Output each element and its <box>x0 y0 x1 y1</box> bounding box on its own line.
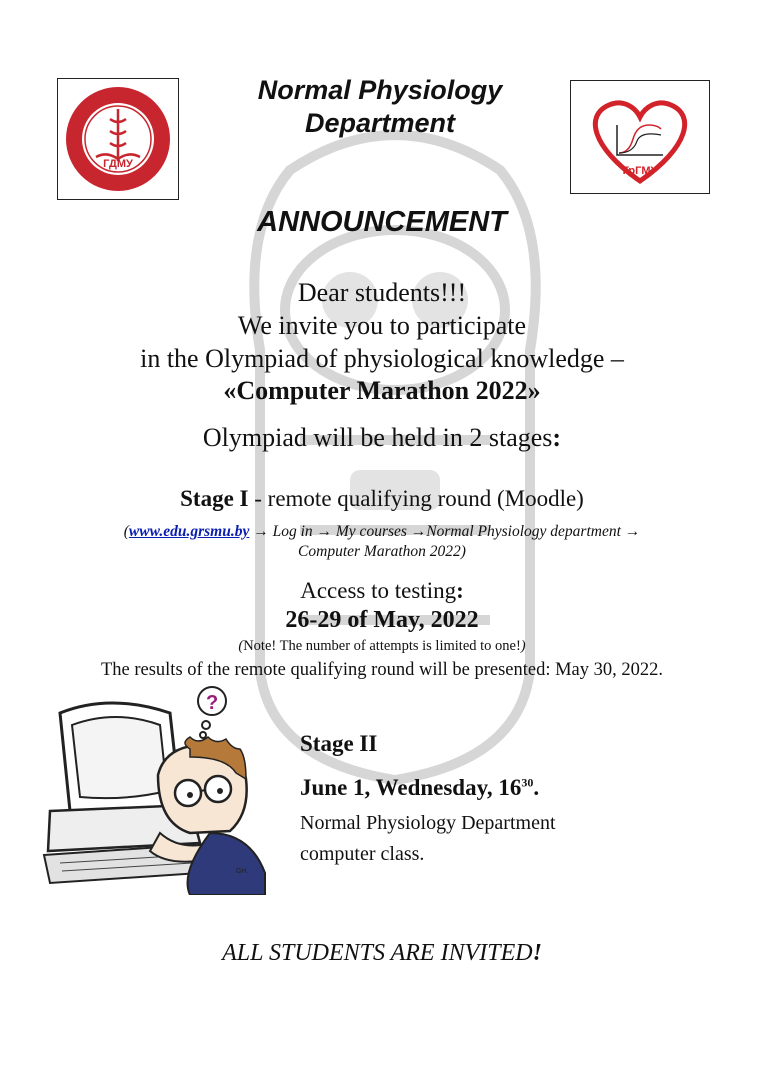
invite-line2: in the Olympiad of physiological knowledge – <box>140 344 624 373</box>
stage1-path-line1 <box>0 522 764 542</box>
university-logo-abbr: ГДМУ <box>103 158 133 170</box>
department-logo-abbr: ГрГМУ <box>622 165 658 177</box>
university-logo <box>57 78 179 200</box>
stage2-title: Stage II <box>300 731 378 756</box>
stage1-heading <box>0 486 764 512</box>
stage1-title: Stage I <box>180 486 249 511</box>
path-rest: → Log in → My courses →Normal Physiology department → <box>249 523 641 540</box>
stage2-time-sup: 30 <box>521 775 534 790</box>
moodle-link[interactable]: www.edu.grsmu.by <box>128 523 250 540</box>
stage2-date-end: . <box>533 775 540 800</box>
stage1-path-line2: Computer Marathon 2022) <box>298 543 466 560</box>
stage2-location-line2: computer class. <box>300 843 425 865</box>
access-label <box>0 578 764 604</box>
attempts-note <box>0 638 764 655</box>
thinking-student-illustration <box>40 683 270 895</box>
access-dates: 26-29 of May, 2022 <box>285 607 479 633</box>
stage2-date-text: June 1, Wednesday, 16 <box>300 775 522 800</box>
access-label-text: Access to testing <box>300 578 457 603</box>
note-open: ( <box>238 638 244 654</box>
results-line: The results of the remote qualifying round will be presented: May 30, 2022. <box>100 660 664 680</box>
department-title-line2: Department <box>304 108 456 138</box>
question-mark: ? <box>206 692 219 714</box>
stages-text <box>0 423 764 453</box>
note-text: Note! The number of attempts is limited to one! <box>243 638 521 654</box>
path-open-paren: ( <box>123 523 129 540</box>
footer-exclaim: ! <box>532 940 542 966</box>
department-title-line1: Normal Physiology <box>257 75 503 105</box>
event-name: «Computer Marathon 2022» <box>223 376 541 405</box>
stages-colon: : <box>552 423 562 452</box>
artist-signature: GH. <box>236 868 249 875</box>
access-colon: : <box>456 578 464 603</box>
footer-invite <box>0 940 764 967</box>
invite-line1: We invite you to participate <box>237 311 527 340</box>
department-title <box>190 74 570 140</box>
department-logo <box>570 80 710 194</box>
announcement-heading: ANNOUNCEMENT <box>257 206 507 238</box>
footer-invite-text: ALL STUDENTS ARE INVITED <box>222 940 533 966</box>
stages-text-label: Olympiad will be held in 2 stages <box>202 423 553 452</box>
greeting: Dear students!!! <box>297 278 467 307</box>
stage2-date <box>300 775 539 801</box>
stage1-description: - remote qualifying round (Moodle) <box>248 486 584 511</box>
stage2-location-line1: Normal Physiology Department <box>300 812 556 834</box>
stage1-path <box>0 522 764 562</box>
note-close: ) <box>520 638 526 654</box>
